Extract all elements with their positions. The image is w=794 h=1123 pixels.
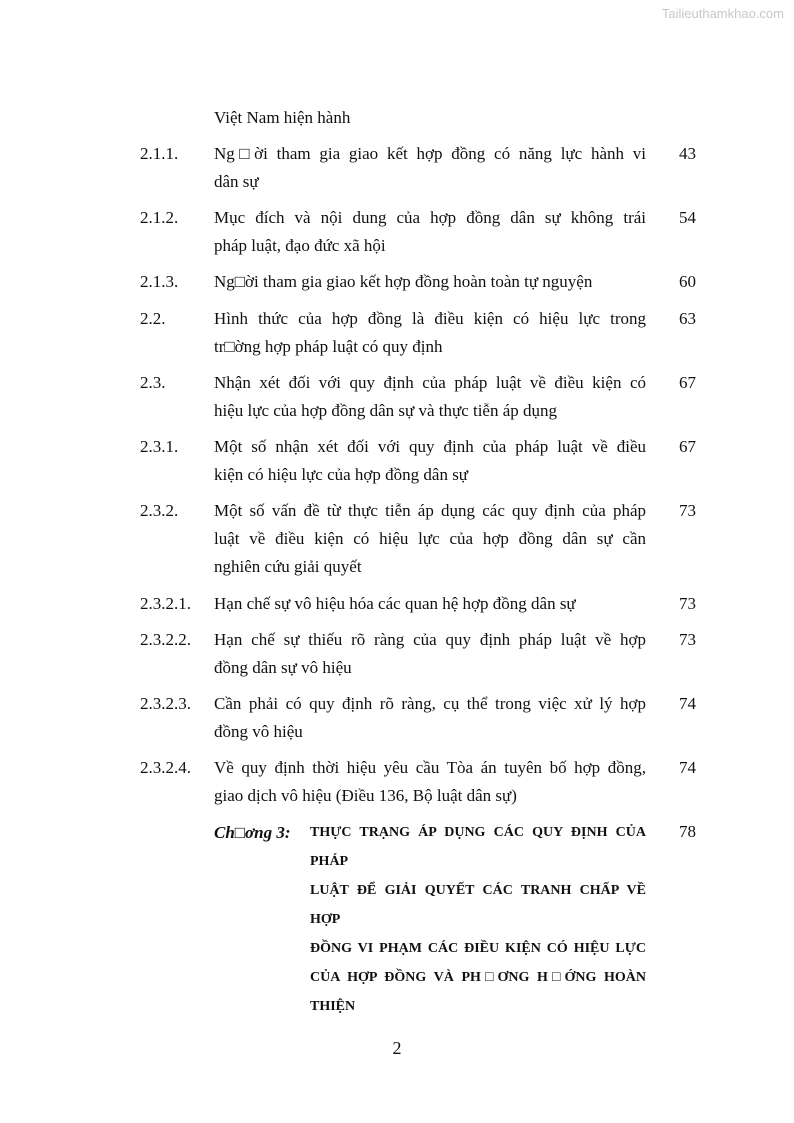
toc-entry-page: 67	[679, 373, 696, 392]
toc-entry-page: 60	[679, 272, 696, 291]
toc-entry-number: 2.3.2.	[140, 501, 179, 520]
toc-entry-title: Nhận xét đối với quy định của pháp luật về điều kiện có hiệu lực của hợp đồng dân sự và thực tiễn áp dụng	[214, 373, 646, 420]
toc-entry-title: Về quy định thời hiệu yêu cầu Tòa án tuyên bố hợp đồng, giao dịch vô hiệu (Điều 136, Bộ luật dân sự)	[214, 758, 646, 805]
toc-entry-title: Ng□ời tham gia giao kết hợp đồng có năng lực hành vi dân sự	[214, 144, 646, 191]
chapter-page: 78	[679, 822, 696, 841]
chapter-label: Ch□ơng 3:	[214, 823, 291, 842]
toc-entry-number: 2.3.1.	[140, 437, 179, 456]
toc-entry-title: Hạn chế sự thiếu rõ ràng của quy định pháp luật về hợp đồng dân sự vô hiệu	[214, 630, 646, 677]
toc-entry-page: 43	[679, 144, 696, 163]
toc-entry-number: 2.2.	[140, 309, 166, 328]
toc-entry-page: 54	[679, 208, 696, 227]
toc-entry-number: 2.3.	[140, 373, 166, 392]
toc-entry-page: 73	[679, 630, 696, 649]
toc-entry-page: 74	[679, 694, 696, 713]
toc-entry-page: 73	[679, 501, 696, 520]
toc-entry-page: 63	[679, 309, 696, 328]
toc-entry-title: Mục đích và nội dung của hợp đồng dân sự không trái pháp luật, đạo đức xã hội	[214, 208, 646, 255]
watermark: Tailieuthamkhao.com	[661, 6, 784, 21]
toc-entry-number: 2.3.2.4.	[140, 758, 191, 777]
toc-entry-title: Ng□ời tham gia giao kết hợp đồng hoàn toàn tự nguyện	[214, 272, 593, 291]
toc-entry-title: Hạn chế sự vô hiệu hóa các quan hệ hợp đồng dân sự	[214, 594, 576, 613]
chapter-title: THỰC TRẠNG ÁP DỤNG CÁC QUY ĐỊNH CỦA PHÁP LUẬT ĐỂ GIẢI QUYẾT CÁC TRANH CHẤP VỀ HỢP ĐỒNG VI PHẠM CÁC ĐIỀU KIỆN CÓ HIỆU LỰC CỦA HỢP ĐỒNG VÀ PH□ƠNG H□ỚNG HOÀN THIỆN	[310, 825, 646, 1014]
toc-entry-title: Hình thức của hợp đồng là điều kiện có hiệu lực trong tr□ờng hợp pháp luật có quy định	[214, 309, 646, 356]
toc-entry-number: 2.1.3.	[140, 272, 179, 291]
toc-entry-number: 2.1.1.	[140, 144, 179, 163]
toc-entry-title: Cần phải có quy định rõ ràng, cụ thể trong việc xử lý hợp đồng vô hiệu	[214, 694, 646, 741]
toc-entry-number: 2.3.2.3.	[140, 694, 191, 713]
toc-entry-title: Một số vấn đề từ thực tiễn áp dụng các quy định của pháp luật về điều kiện có hiệu lực của hợp đồng dân sự cần nghiên cứu giải quyết	[214, 501, 646, 576]
toc-entry-number: 2.1.2.	[140, 208, 179, 227]
page-number: 2	[392, 1038, 402, 1058]
toc-entry-title: Một số nhận xét đối với quy định của pháp luật về điều kiện có hiệu lực của hợp đồng dân sự	[214, 437, 646, 484]
toc-entry-number: 2.3.2.2.	[140, 630, 191, 649]
toc-entry-page: 73	[679, 594, 696, 613]
toc-entry-number: 2.3.2.1.	[140, 594, 191, 613]
toc-entry-page: 67	[679, 437, 696, 456]
toc-entry-page: 74	[679, 758, 696, 777]
